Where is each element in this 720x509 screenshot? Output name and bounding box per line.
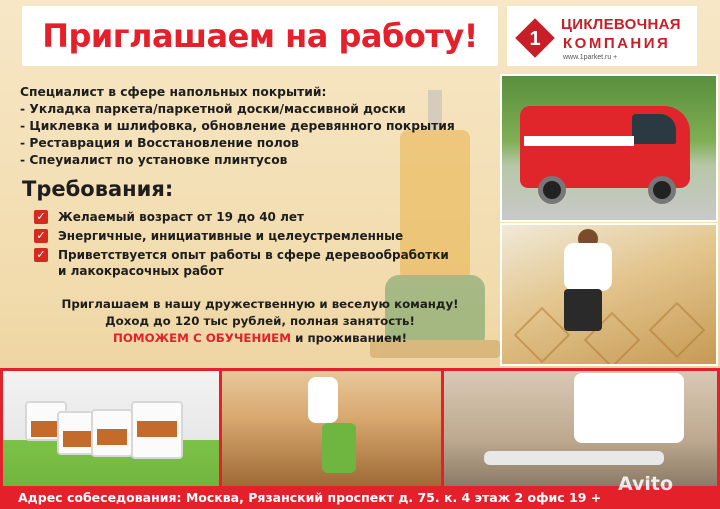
floor-sanding-photo <box>222 371 441 486</box>
van-window <box>632 114 676 144</box>
invite-line: Доход до 120 тыс рублей, полная занятость! <box>105 314 415 328</box>
invite-line: Приглашаем в нашу дружественную и веселую команду! <box>61 297 459 311</box>
logo-text-line2: КОМПАНИЯ <box>563 35 671 52</box>
company-van-photo <box>500 74 718 222</box>
requirement-item <box>34 228 474 244</box>
requirement-text: Желаемый возраст от 19 до 40 лет <box>58 210 304 224</box>
specialist-list <box>20 84 500 169</box>
worker-legs <box>564 289 602 331</box>
wood-cutting-photo <box>444 371 717 486</box>
worker-figure <box>574 373 684 443</box>
van-wheel <box>538 176 566 204</box>
interview-address: Адрес собеседования: Москва, Рязанский проспект д. 75. к. 4 этаж 2 офис 19 + <box>18 490 602 505</box>
product-canister <box>91 409 133 457</box>
van-stripe <box>524 136 634 146</box>
avito-watermark: Avito <box>618 473 674 495</box>
parquet-worker-photo <box>500 223 718 366</box>
product-canister <box>131 401 183 459</box>
intro-item: - Спеуиалист по установке плинтусов <box>20 153 288 167</box>
page-title: Приглашаем на работу! <box>42 17 478 55</box>
requirement-item <box>34 247 474 263</box>
requirement-text: Приветствуется опыт работы в сфере деревообработки <box>58 248 449 262</box>
checkmark-icon: ✓ <box>34 229 48 243</box>
invite-line <box>20 330 500 347</box>
intro-item: - Реставрация и Восстановление полов <box>20 136 299 150</box>
checkmark-icon: ✓ <box>34 210 48 224</box>
requirement-text: Энергичные, инициативные и целеустремленные <box>58 229 404 243</box>
van-wheel <box>648 176 676 204</box>
address-bar <box>0 487 720 509</box>
requirement-item-continuation <box>34 263 474 279</box>
invite-line-rest: и проживанием! <box>290 331 408 345</box>
company-logo <box>507 6 697 66</box>
cutting-saw <box>484 451 664 465</box>
logo-url: www.1parket.ru + <box>563 54 618 61</box>
logo-digit: 1 <box>529 28 541 50</box>
intro-heading: Специалист в сфере напольных покрытий: <box>20 85 327 99</box>
requirements-list <box>34 209 474 282</box>
worker-shirt <box>564 243 612 291</box>
invitation-block <box>20 296 500 347</box>
checkmark-icon: ✓ <box>34 248 48 262</box>
training-highlight: ПОМОЖЕМ С ОБУЧЕНИЕМ <box>112 331 291 345</box>
logo-text-line1: ЦИКЛЕВОЧНАЯ <box>561 16 681 33</box>
worker-figure <box>308 377 338 423</box>
title-banner <box>22 6 498 66</box>
sanding-machine <box>322 423 356 473</box>
finish-products-photo <box>3 371 219 486</box>
requirement-text: и лакокрасочных работ <box>58 264 224 278</box>
requirements-title: Требования: <box>22 177 174 201</box>
logo-diamond-icon <box>515 18 555 58</box>
requirement-item <box>34 209 474 225</box>
parquet-tile <box>649 302 706 359</box>
parquet-tile <box>514 307 571 364</box>
intro-item: - Укладка паркета/паркетной доски/массивной доски <box>20 102 406 116</box>
intro-item: - Циклевка и шлифовка, обновление деревянного покрытия <box>20 119 455 133</box>
